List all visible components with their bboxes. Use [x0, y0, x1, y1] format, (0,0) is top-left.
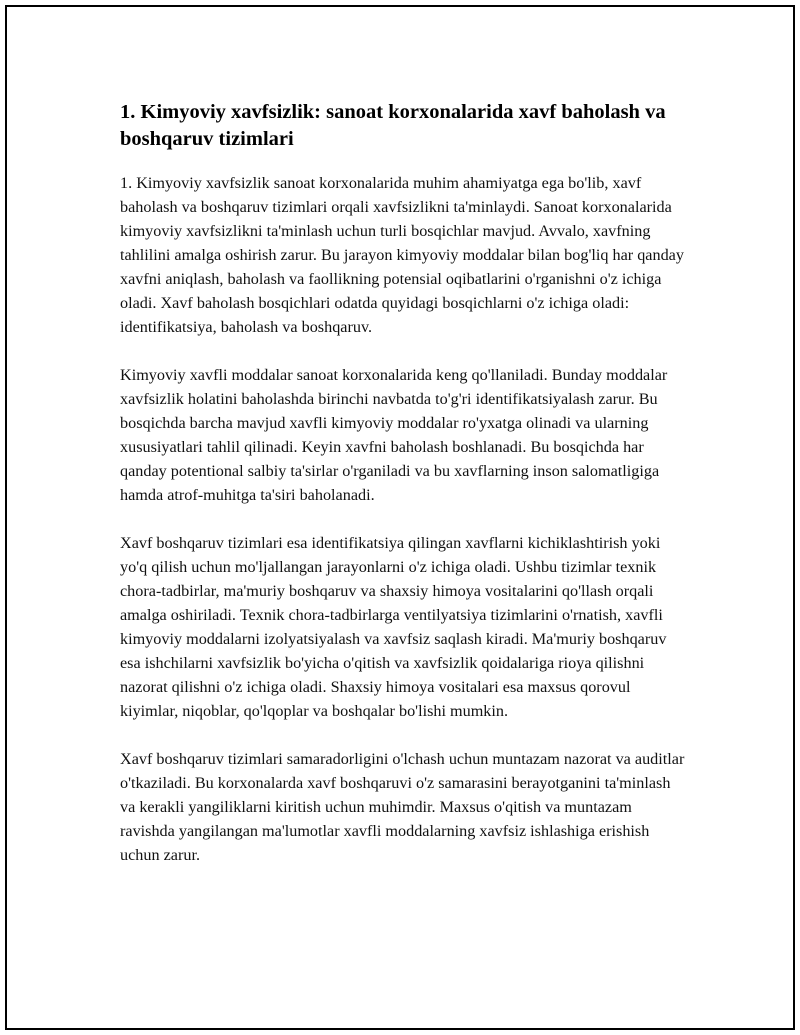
document-body — [120, 99, 686, 891]
document-title: 1. Kimyoviy xavfsizlik: sanoat korxonalarida xavf baholash va boshqaruv tizimlari — [120, 101, 666, 150]
paragraph-2: Kimyoviy xavfli moddalar sanoat korxonalarida keng qo'llaniladi. Bunday moddalar xavfsizlik holatini baholashda birinchi navbatda to'g'ri identifikatsiyalash zarur. Bu bosqichda barcha mavjud xavfli kimyoviy moddalar ro'yxatga olinadi va ularning xususiyatlari tahlil qilinadi. Keyin xavfni baholash boshlanadi. Bu bosqichda har qanday potentional salbiy ta'sirlar o'rganiladi va bu xavflarning inson salomatligiga hamda atrof-muhitga ta'siri baholanadi. — [120, 366, 668, 504]
paragraph-3: Xavf boshqaruv tizimlari esa identifikatsiya qilingan xavflarni kichiklashtirish yoki yo'q qilish uchun mo'ljallangan jarayonlarni o'z ichiga oladi. Ushbu tizimlar texnik chora-tadbirlar, ma'muriy boshqaruv va shaxsiy himoya vositalarini qo'llash orqali amalga oshiriladi. Texnik chora-tadbirlarga ventilyatsiya tizimlarini o'rnatish, xavfli kimyoviy moddalarni izolyatsiyalash va xavfsiz saqlash kiradi. Ma'muriy boshqaruv esa ishchilarni xavfsizlik bo'yicha o'qitish va xavfsizlik qoidalariga rioya qilishni nazorat qilishni o'z ichiga oladi. Shaxsiy himoya vositalari esa maxsus qorovul kiyimlar, niqoblar, qo'lqoplar va boshqalar bo'lishi mumkin. — [120, 534, 667, 720]
paragraph-4: Xavf boshqaruv tizimlari samaradorligini o'lchash uchun muntazam nazorat va auditlar o'tkaziladi. Bu korxonalarda xavf boshqaruvi o'z samarasini berayotganini ta'minlash va kerakli yangiliklarni kiritish uchun muhimdir. Maxsus o'qitish va muntazam ravishda yangilangan ma'lumotlar xavfli moddalarning xavfsiz ishlashiga erishish uchun zarur. — [120, 750, 685, 864]
page-frame — [5, 5, 795, 1030]
paragraph-1: 1. Kimyoviy xavfsizlik sanoat korxonalarida muhim ahamiyatga ega bo'lib, xavf baholash va boshqaruv tizimlari orqali xavfsizlikni ta'minlaydi. Sanoat korxonalarida kimyoviy xavfsizlikni ta'minlash uchun turli bosqichlar mavjud. Avvalo, xavfning tahlilini amalga oshirish zarur. Bu jarayon kimyoviy moddalar bilan bog'liq har qanday xavfni aniqlash, baholash va faollikning potensial oqibatlarini o'rganishni o'z ichiga oladi. Xavf baholash bosqichlari odatda quyidagi bosqichlarni o'z ichiga oladi: identifikatsiya, baholash va boshqaruv. — [120, 174, 684, 336]
